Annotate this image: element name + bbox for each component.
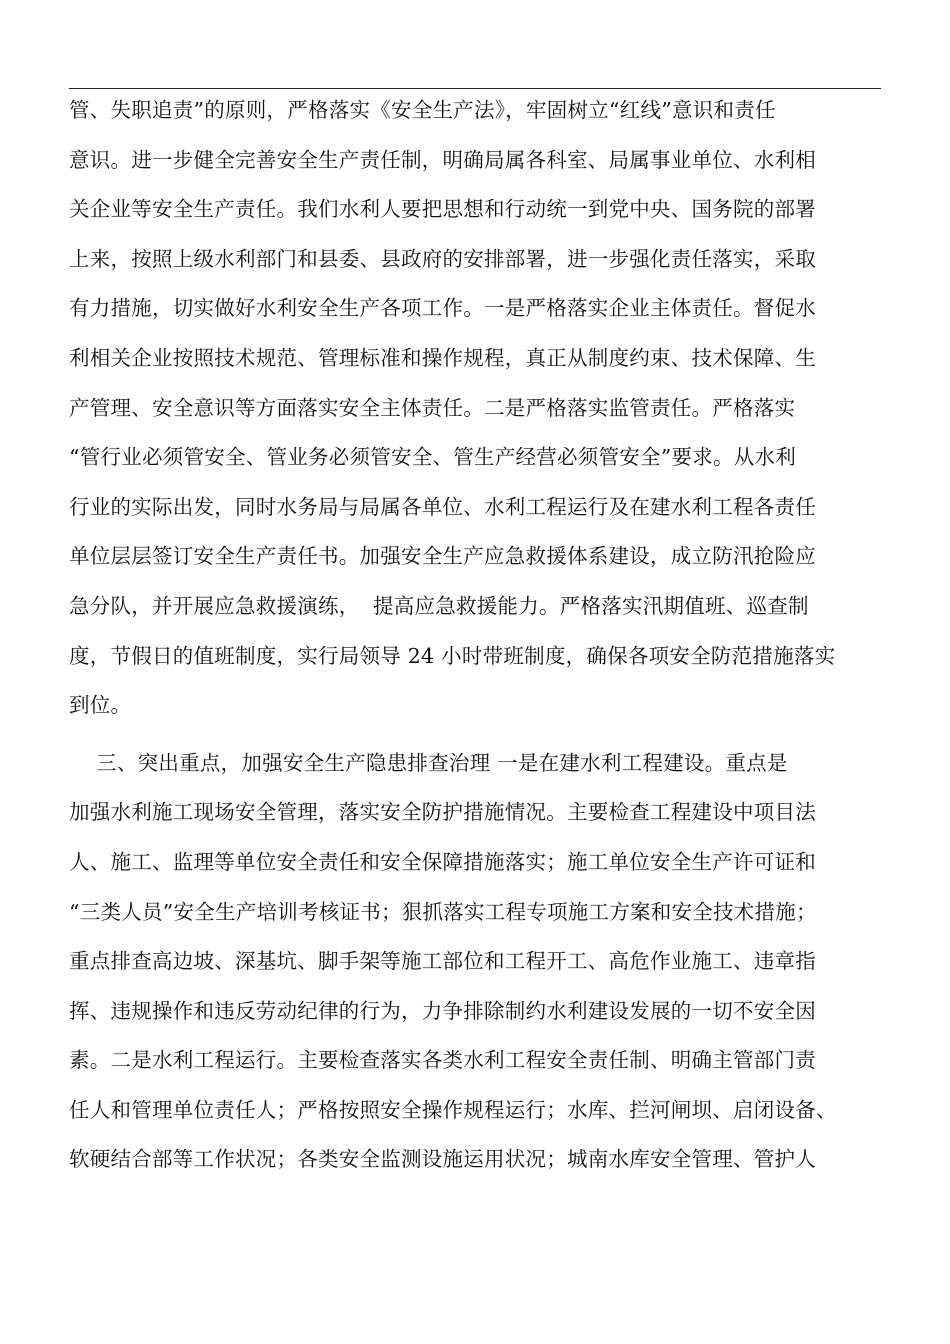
text-line: 有力措施，切实做好水利安全生产各项工作。一是严格落实企业主体责任。督促水 xyxy=(69,296,816,321)
text-line: 三、突出重点，加强安全生产隐患排查治理 一是在建水利工程建设。重点是 xyxy=(69,750,788,775)
paragraph xyxy=(69,86,899,731)
text-line: 单位层层签订安全生产责任书。加强安全生产应急救援体系建设，成立防汛抢险应 xyxy=(69,544,816,569)
text-line: “管行业必须管安全、管业务必须管安全、管生产经营必须管安全”要求。从水利 xyxy=(69,445,796,470)
text-line: 利相关企业按照技术规范、管理标准和操作规程，真正从制度约束、技术保障、生 xyxy=(69,345,816,370)
text-line: 管、失职追责”的原则，严格落实《安全生产法》，牢固树立“红线”意识和责任 xyxy=(69,98,776,122)
text-line: 关企业等安全生产责任。我们水利人要把思想和行动统一到党中央、国务院的部署 xyxy=(69,197,816,222)
text-line: 加强水利施工现场安全管理，落实安全防护措施情况。主要检查工程建设中项目法 xyxy=(69,800,816,825)
text-line: 度，节假日的值班制度，实行局领导 24 小时带班制度，确保各项安全防范措施落实 xyxy=(69,643,836,668)
text-line: 软硬结合部等工作状况；各类安全监测设施运用状况；城南水库安全管理、管护人 xyxy=(69,1147,816,1172)
text-line: 重点排查高边坡、深基坑、脚手架等施工部位和工程开工、高危作业施工、违章指 xyxy=(69,949,816,974)
text-line: 行业的实际出发，同时水务局与局属各单位、水利工程运行及在建水利工程各责任 xyxy=(69,494,816,519)
text-line: 上来，按照上级水利部门和县委、县政府的安排部署，进一步强化责任落实，采取 xyxy=(69,246,816,271)
text-line: 意识。进一步健全完善安全生产责任制，明确局属各科室、局属事业单位、水利相 xyxy=(69,147,816,172)
text-line: 素。二是水利工程运行。主要检查落实各类水利工程安全责任制、明确主管部门责 xyxy=(69,1048,816,1073)
paragraph-gap xyxy=(69,731,899,739)
text-line: 人、施工、监理等单位安全责任和安全保障措施落实；施工单位安全生产许可证和 xyxy=(69,849,816,874)
text-line: 产管理、安全意识等方面落实安全主体责任。二是严格落实监管责任。严格落实 xyxy=(69,395,796,420)
text-line: 任人和管理单位责任人；严格按照安全操作规程运行；水库、拦河闸坝、启闭设备、 xyxy=(69,1097,837,1122)
text-line: 挥、违规操作和违反劳动纪律的行为，力争排除制约水利建设发展的一切不安全因 xyxy=(69,998,816,1023)
text-line: “三类人员”安全生产培训考核证书；狠抓落实工程专项施工方案和安全技术措施； xyxy=(69,899,817,924)
text-line: 到位。 xyxy=(69,693,132,718)
paragraph xyxy=(69,739,899,1185)
text-line: 急分队，并开展应急救援演练， 提高应急救援能力。严格落实汛期值班、巡查制 xyxy=(69,593,809,618)
document-body xyxy=(69,86,899,1185)
